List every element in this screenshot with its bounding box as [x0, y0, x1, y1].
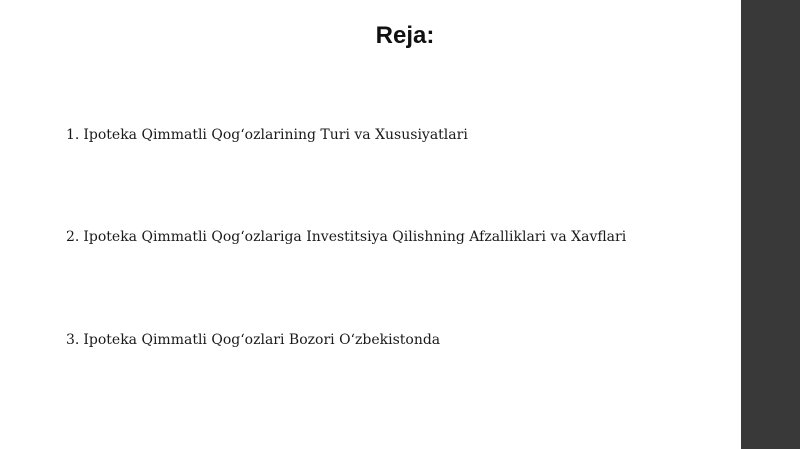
plan-item: [66, 330, 440, 350]
plan-item-number: 3.: [66, 332, 80, 348]
plan-item: [66, 227, 626, 247]
plan-item: [66, 125, 468, 145]
side-panel: [741, 0, 800, 449]
plan-item-number: 1.: [66, 127, 80, 143]
plan-item-number: 2.: [66, 229, 80, 245]
slide-title: Reja:: [375, 22, 435, 49]
plan-item-text: Ipoteka Qimmatli Qog‘ozlari Bozori O‘zbekistonda: [83, 332, 441, 348]
plan-item-text: Ipoteka Qimmatli Qog‘ozlarining Turi va Xususiyatlari: [83, 127, 468, 143]
plan-item-text: Ipoteka Qimmatli Qog‘ozlariga Investitsiya Qilishning Afzalliklari va Xavflari: [83, 229, 627, 245]
